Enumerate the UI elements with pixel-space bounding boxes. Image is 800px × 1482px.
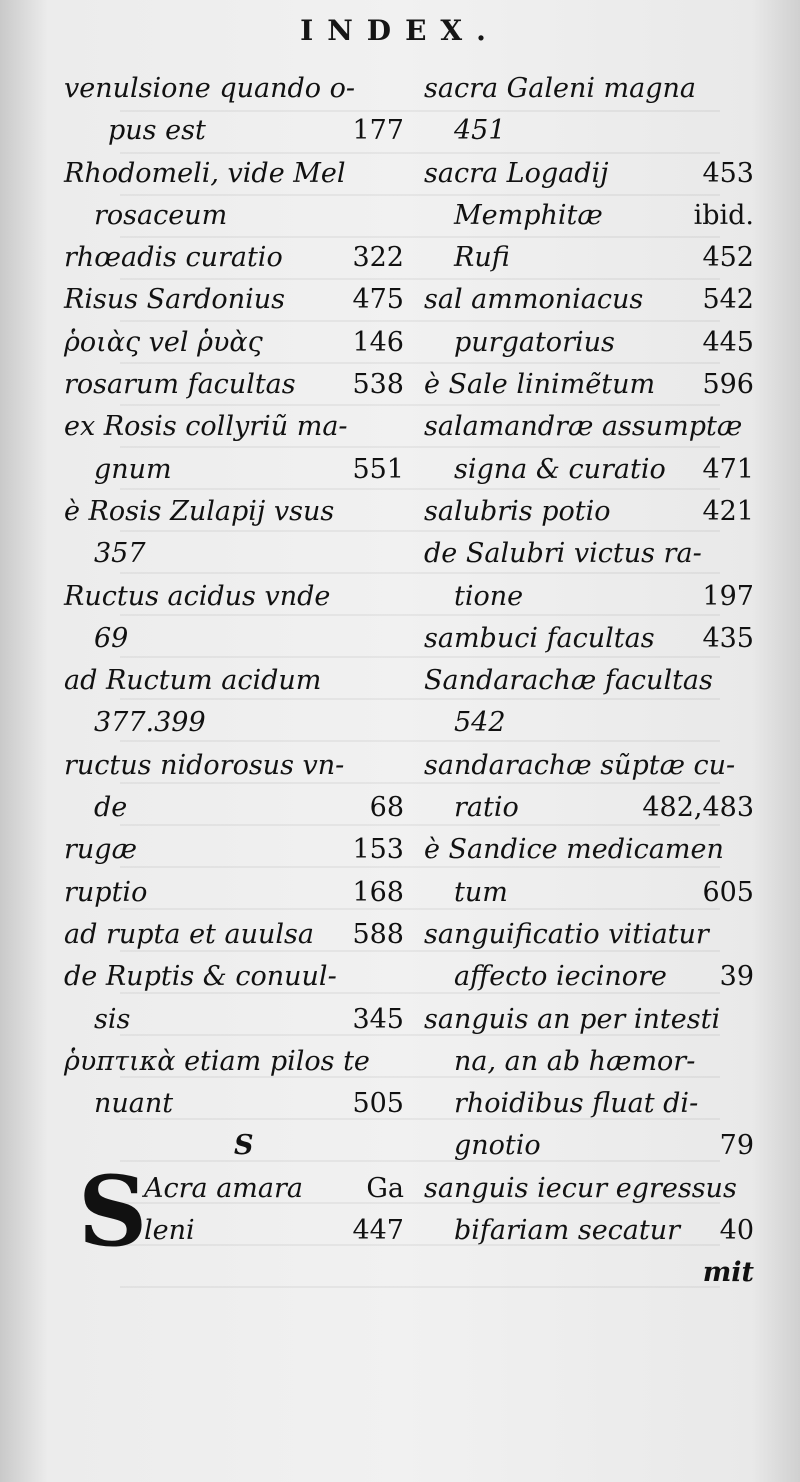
index-entry-line: [64, 745, 404, 787]
entry-text: è Sale linimẽtum: [424, 369, 656, 401]
entry-text: sal ammoniacus: [424, 284, 644, 316]
entry-text: gnum: [94, 453, 172, 485]
entry-page-number: 345: [352, 1003, 404, 1035]
index-entry-line: [64, 618, 404, 660]
entry-text: Ructus acidus vnde: [64, 580, 331, 612]
index-entry-line: [424, 279, 754, 321]
entry-page-number: 445: [702, 326, 754, 358]
index-entry-line: [424, 68, 754, 110]
entry-text: Risus Sardonius: [64, 284, 285, 316]
entry-page-number: 39: [719, 961, 754, 993]
entry-text: pus est: [108, 115, 206, 147]
index-entry-line: [64, 999, 404, 1041]
index-entry-line: [424, 153, 754, 195]
entry-text: bifariam secatur: [454, 1215, 681, 1247]
index-entry-line: [64, 322, 404, 364]
entry-text: ῥοιὰς vel ῥυὰς: [64, 326, 263, 358]
entry-text: mit: [702, 1257, 754, 1289]
index-entry-line: [424, 576, 754, 618]
entry-page-number: 68: [369, 792, 404, 824]
entry-text: ῥυπτικὰ etiam pilos te: [64, 1045, 370, 1077]
entry-text: ad Ructum acidum: [64, 665, 322, 697]
entry-text: gnotio: [454, 1130, 541, 1162]
index-entry-line: [424, 364, 754, 406]
entry-text: 69: [94, 622, 129, 654]
index-entry-line: [424, 1125, 754, 1167]
index-entry-line: [424, 999, 754, 1041]
index-entry-line: [64, 491, 404, 533]
entry-page-number: 177: [352, 115, 404, 147]
entry-page-number: 596: [702, 369, 754, 401]
entry-text: rosaceum: [94, 199, 228, 231]
entry-text: rugæ: [64, 834, 137, 866]
index-entry-line: [424, 787, 754, 829]
entry-text: purgatorius: [454, 326, 615, 358]
entry-text: sanguis iecur egressus: [424, 1172, 737, 1204]
entry-text: sacra Logadij: [424, 157, 609, 189]
entry-page-number: 447: [352, 1215, 404, 1247]
entry-page-number: 542: [702, 284, 754, 316]
index-entry-line: [64, 533, 404, 575]
entry-page-number: 153: [352, 834, 404, 866]
index-entry-line: [64, 195, 404, 237]
index-entry-line: [424, 1252, 754, 1294]
entry-text: è Rosis Zulapij vsus: [64, 495, 335, 527]
index-entry-line: [424, 1083, 754, 1125]
index-entry-line: [64, 153, 404, 195]
entry-text: 357: [94, 538, 146, 570]
index-entry-line: [424, 1041, 754, 1083]
index-entry-line: [64, 449, 404, 491]
entry-page-number: 322: [352, 242, 404, 274]
entry-page-number: Ga: [366, 1172, 404, 1204]
index-entry-line: [64, 406, 404, 448]
index-entry-line: [424, 914, 754, 956]
entry-page-number: 588: [352, 918, 404, 950]
index-entry-line: [64, 110, 404, 152]
left-column: [64, 68, 404, 1268]
entry-text: na, an ab hæmor-: [454, 1045, 696, 1077]
index-entry-line: [424, 660, 754, 702]
entry-text: Memphitæ: [454, 199, 603, 231]
entry-page-number: 605: [702, 876, 754, 908]
entry-text: è Sandice medicamen: [424, 834, 724, 866]
entry-text: tum: [454, 876, 508, 908]
index-entry-line: [64, 1083, 404, 1125]
index-entry-line: [424, 491, 754, 533]
index-entry-line: [424, 533, 754, 575]
index-entry-line: [424, 618, 754, 660]
entry-text: Rufi: [454, 242, 510, 274]
entry-page-number: 471: [702, 453, 754, 485]
entry-text: 542: [454, 707, 506, 739]
entry-page-number: 146: [352, 326, 404, 358]
index-entry-line: [64, 237, 404, 279]
index-entry-line: [64, 914, 404, 956]
entry-page-number: 505: [352, 1088, 404, 1120]
entry-text: sanguis an per intesti: [424, 1003, 721, 1035]
entry-page-number: 551: [352, 453, 404, 485]
entry-text: 377.399: [94, 707, 206, 739]
entry-text: ratio: [454, 792, 519, 824]
entry-text: signa & curatio: [454, 453, 666, 485]
index-entry-line: [64, 279, 404, 321]
index-entry-line: [64, 787, 404, 829]
entry-text: ex Rosis collyriũ ma-: [64, 411, 348, 443]
index-entry-line: [424, 237, 754, 279]
entry-page-number: 421: [702, 495, 754, 527]
index-entry-line: [424, 1168, 754, 1210]
right-column: [424, 68, 754, 1295]
entry-page-number: 538: [352, 369, 404, 401]
index-entry-line: [424, 110, 754, 152]
index-entry-line: [424, 406, 754, 448]
index-entry-line: [64, 956, 404, 998]
index-entry-line: [64, 702, 404, 744]
entry-text: de Salubri victus ra-: [424, 538, 702, 570]
dropcap-letter: S: [78, 1154, 148, 1268]
entry-text: 451: [454, 115, 506, 147]
entry-text: salubris potio: [424, 495, 611, 527]
entry-text: venulsione quando o-: [64, 73, 356, 104]
index-entry-line: [424, 702, 754, 744]
index-entry-line: [424, 1210, 754, 1252]
index-entry-line: [424, 872, 754, 914]
entry-text: de Ruptis & conuul-: [64, 961, 337, 993]
entry-text: affecto iecinore: [454, 961, 667, 993]
entry-page-number: 197: [702, 580, 754, 612]
entry-text: Rhodomeli, vide Mel: [64, 157, 346, 189]
dropcap-entry-line: [144, 1210, 404, 1252]
entry-text: leni: [144, 1215, 195, 1247]
entry-page-number: 40: [719, 1215, 754, 1247]
entry-text: ad rupta et auulsa: [64, 918, 314, 950]
index-entry-line: [64, 660, 404, 702]
entry-text: rhoidibus fluat di-: [454, 1088, 699, 1120]
index-entry-line: [424, 449, 754, 491]
index-entry-line: [64, 68, 404, 110]
entry-text: rhœadis curatio: [64, 242, 283, 274]
entry-page-number: ibid.: [693, 199, 754, 231]
entry-page-number: 475: [352, 284, 404, 316]
dropcap-entry: [64, 1154, 404, 1268]
index-entry-line: [424, 322, 754, 364]
entry-text: sanguificatio vitiatur: [424, 918, 709, 950]
entry-text: sambuci facultas: [424, 622, 655, 654]
entry-text: sacra Galeni magna: [424, 73, 697, 104]
index-entry-line: [424, 195, 754, 237]
index-entry-line: [424, 745, 754, 787]
entry-text: salamandræ assumptæ: [424, 411, 743, 443]
entry-text: nuant: [94, 1088, 174, 1120]
entry-text: ruptio: [64, 876, 148, 908]
index-entry-line: [64, 1041, 404, 1083]
entry-page-number: 435: [702, 622, 754, 654]
index-entry-line: [424, 829, 754, 871]
entry-page-number: 168: [352, 876, 404, 908]
index-entry-line: [64, 829, 404, 871]
entry-page-number: 482,483: [642, 792, 754, 824]
dropcap-entry-line: [144, 1168, 404, 1210]
entry-text: rosarum facultas: [64, 369, 296, 401]
page-header: INDEX.: [300, 14, 500, 47]
entry-text: de: [94, 792, 128, 824]
entry-text: Acra amara: [144, 1172, 304, 1204]
entry-text: sandarachæ sũptæ cu-: [424, 749, 736, 781]
entry-text: Sandarachæ facultas: [424, 665, 713, 697]
entry-text: tione: [454, 580, 524, 612]
entry-page-number: 452: [702, 242, 754, 274]
entry-text: ructus nidorosus vn-: [64, 749, 345, 781]
entry-page-number: 79: [719, 1130, 754, 1162]
entry-text: sis: [94, 1003, 131, 1035]
index-entry-line: [424, 956, 754, 998]
index-entry-line: [64, 364, 404, 406]
entry-text: S: [234, 1130, 254, 1162]
index-entry-line: [64, 576, 404, 618]
entry-page-number: 453: [702, 157, 754, 189]
index-entry-line: [64, 872, 404, 914]
